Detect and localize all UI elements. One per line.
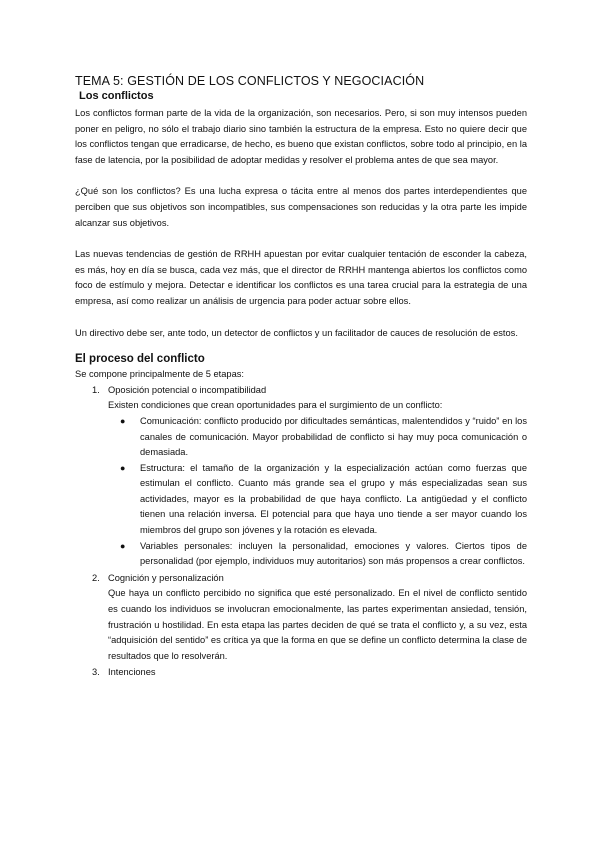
step-item: [75, 383, 527, 570]
document-title: TEMA 5: GESTIÓN DE LOS CONFLICTOS Y NEGOCIACIÓN: [75, 74, 425, 88]
step-text: Existen condiciones que crean oportunidades para el surgimiento de un conflicto:: [108, 400, 443, 411]
step-item: [75, 665, 527, 681]
section-intro: Se compone principalmente de 5 etapas:: [75, 369, 245, 380]
bullet-item: [108, 461, 527, 539]
paragraph-definition: ¿Qué son los conflictos? Es una lucha expresa o tácita entre al menos dos partes interdependientes que perciben que sus objetivos son incompatibles, sus compensaciones son reducidas y la otra parte les impide alcanzar sus objetivos.: [75, 186, 527, 228]
step-title: Intenciones: [108, 667, 156, 678]
bullet-list: [108, 414, 527, 570]
paragraph-directive: Un directivo debe ser, ante todo, un detector de conflictos y un facilitador de cauces de resolución de estos.: [75, 327, 518, 338]
paragraph-intro: Los conflictos forman parte de la vida de la organización, son necesarios. Pero, si son muy intensos pueden poner en peligro, no sólo el trabajo diario sino también la estructura de la empresa. Esto no quiere decir que los conflictos tengan que erradicarse, de hecho, es bueno que existan conflictos, sobre todo al principio, en la fase de latencia, por la posibilidad de adoptar medidas y resolver el problema antes de que sea mayor.: [75, 108, 527, 165]
section-heading-proceso: El proceso del conflicto: [75, 353, 205, 366]
bullet-icon: ●: [120, 415, 126, 426]
step-number: 1.: [92, 384, 100, 395]
bullet-text: Variables personales: incluyen la personalidad, emociones y valores. Ciertos tipos de personalidad (por ejemplo, individuos muy autoritarios) son más propensos a crear conflictos.: [140, 540, 527, 567]
paragraph-trends: Las nuevas tendencias de gestión de RRHH apuestan por evitar cualquier tentación de esconder la cabeza, es más, hoy en día se busca, cada vez más, que el director de RRHH mantenga abiertos los conflictos como foco de estímulo y mejora. Detectar e identificar los conflictos es una tarea crucial para la estrategia de una empresa, así como realizar un análisis de urgencia para poder actuar sobre ellos.: [75, 249, 527, 306]
bullet-text: Estructura: el tamaño de la organización y la especialización actúan como fuerzas que estimulan el conflicto. Cuanto más grande sea el grupo y más especializadas sean sus actividades, mayor es la probabilidad de que haya conflicto. La antigüedad y el conflicto tienen una relación inversa. El potencial para que haya uno tiende a ser mayor cuando los miembros del grupo son jóvenes y la rotación es elevada.: [140, 462, 527, 536]
bullet-item: [108, 414, 527, 461]
step-item: [75, 571, 527, 665]
step-text: Que haya un conflicto percibido no significa que esté personalizado. En el nivel de conflicto sentido es cuando los individuos se involucran emocionalmente, las partes experimentan ansiedad, tensión, frustración u hostilidad. En esta etapa las partes deciden de qué se trata el conflicto y, a su vez, esta “adquisición del sentido” es crítica ya que la forma en que se define un conflicto determina la clase de resultados que lo resolverán.: [108, 588, 527, 661]
bullet-icon: ●: [120, 462, 126, 473]
step-title: Cognición y personalización: [108, 572, 224, 583]
bullet-text: Comunicación: conflicto producido por dificultades semánticas, malentendidos y “ruido” en los canales de comunicación. Mayor probabilidad de conflicto si hay muy poca comunicación o demasiada.: [140, 415, 527, 458]
bullet-item: [108, 539, 527, 570]
section-heading-conflictos: Los conflictos: [79, 90, 154, 102]
step-number: 2.: [92, 572, 100, 583]
document-page: [75, 74, 527, 682]
step-title: Oposición potencial o incompatibilidad: [108, 384, 267, 395]
step-number: 3.: [92, 667, 100, 678]
steps-list: [75, 383, 527, 681]
bullet-icon: ●: [120, 540, 126, 551]
